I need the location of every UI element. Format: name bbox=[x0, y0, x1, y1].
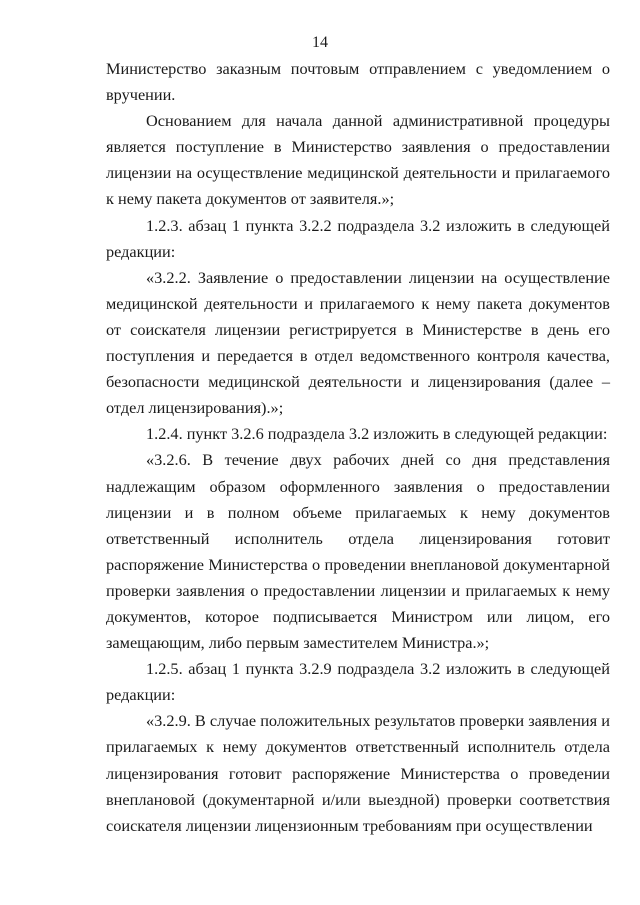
paragraph-amendment-1-2-5: 1.2.5. абзац 1 пункта 3.2.9 подраздела 3.2 изложить в следующей редакции: bbox=[106, 659, 610, 705]
paragraph-continuation: Министерство заказным почтовым отправлением с уведомлением о вручении. bbox=[106, 59, 610, 105]
paragraph-clause-3-2-9: «3.2.9. В случае положительных результатов проверки заявления и прилагаемых к нему документов ответственный исполнитель отдела лицензирования готовит распоряжение Министерства о проведении внеплановой (документарной и/или выездной) проверки соответствия соискателя лицензии лицензионным требованиям при осуществлении bbox=[106, 711, 610, 835]
paragraph-procedure-basis: Основанием для начала данной административной процедуры является поступление в Министерство заявления о предоставлении лицензии на осуществление медицинской деятельности и прилагаемого к нему пакета документов от заявителя.»; bbox=[106, 111, 610, 209]
paragraph-amendment-1-2-3: 1.2.3. абзац 1 пункта 3.2.2 подраздела 3.2 изложить в следующей редакции: bbox=[106, 215, 610, 261]
paragraph-amendment-1-2-4: 1.2.4. пункт 3.2.6 подраздела 3.2 изложить в следующей редакции: bbox=[146, 424, 608, 444]
document-body bbox=[106, 56, 610, 839]
paragraph-clause-3-2-6: «3.2.6. В течение двух рабочих дней со дня представления надлежащим образом оформленного заявления о предоставлении лицензии и в полном объеме прилагаемых к нему документов ответственный исполнитель отдела лицензирования готовит распоряжение Министерства о проведении внеплановой документарной проверки заявления о предоставлении лицензии и прилагаемых к нему документов, которое подписывается Министром или лицом, его замещающим, либо первым заместителем Министра.»; bbox=[106, 450, 610, 653]
page-number: 14 bbox=[312, 34, 328, 51]
paragraph-clause-3-2-2: «3.2.2. Заявление о предоставлении лицензии на осуществление медицинской деятельности и прилагаемого к нему пакета документов от соискателя лицензии регистрируется в Министерстве в день его поступления и передается в отдел ведомственного контроля качества, безопасности медицинской деятельности и лицензирования (далее – отдел лицензирования).»; bbox=[106, 267, 610, 418]
